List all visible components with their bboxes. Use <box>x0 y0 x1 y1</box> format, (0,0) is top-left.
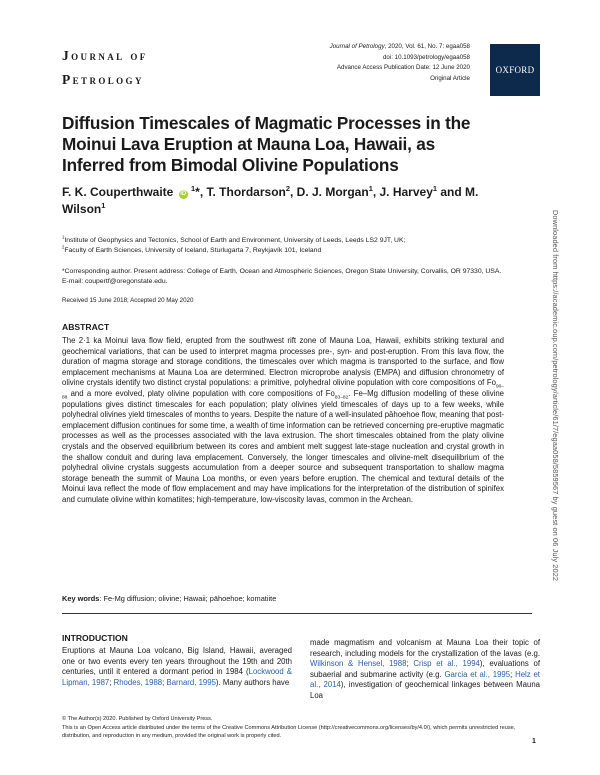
affiliation-sup: 1 <box>62 234 65 240</box>
citation-link[interactable]: Wilkinson & Hensel, 1988 <box>310 659 407 669</box>
intro-text: ), investigation of geochemical linkages between Mauna Loa <box>310 680 540 700</box>
journal-logo-line2: Petrology <box>62 72 144 87</box>
author-list <box>62 184 502 218</box>
article-title: Diffusion Timescales of Magmatic Processes in the Moinui Lava Eruption at Mauna Loa, Hawaii, as Inferred from Bimodal Olivine Populations <box>62 113 471 175</box>
author-affiliation-sup: 1 <box>191 184 196 193</box>
citation-journal-name: Journal of Petrology <box>329 43 385 50</box>
author-name: F. K. Couperthwaite <box>62 185 174 199</box>
citation-advance: Advance Access Publication Date: 12 June 2020 <box>336 64 470 71</box>
citation-block <box>300 42 470 84</box>
citation-type: Original Article <box>430 74 470 82</box>
author-sep: and <box>437 185 466 199</box>
ref-sep: ; <box>510 669 516 679</box>
journal-logo-line1: Journal of <box>62 48 148 63</box>
intro-text: ). Many authors have <box>215 677 290 687</box>
citation-doi[interactable]: doi: 10.1093/petrology/egaa058 <box>382 53 470 61</box>
citation-link[interactable]: Crisp et al., 1994 <box>413 659 480 669</box>
intro-text: ), evaluations of subaerial and submarine activity (e.g. <box>310 659 540 679</box>
fo-subscript: 83–82 <box>334 395 349 401</box>
citation-volume <box>300 42 470 53</box>
affiliation-text: Institute of Geophysics and Tectonics, School of Earth and Environment, University of Leeds, Leeds LS2 9JT, UK; <box>64 237 406 244</box>
intro-text: made magmatism and volcanism at Mauna Loa their topic of research, including models for the crystallization of the lavas (e.g. <box>310 638 540 658</box>
abstract-text: The 2·1 ka Moinui lava flow field, erupted from the southwest rift zone of Mauna Loa, Hawaii, exhibits striking textural and geochemical variations, that can be used to interpret magma processes pre-, syn- and post-eruption. From this lava flow, the duration of magma storage and storage conditions, the timescales over which magma is transported to the surface, and flow emplacement mechanisms at Mauna Loa are determined. Electron microprobe analysis (EMPA) and diffusion chronometry of olivine crystals identify two distinct crystal populations: a primitive, polyhedral olivine population with core compositions of Fo <box>62 336 504 388</box>
intro-column-left <box>62 646 292 688</box>
author-name: M. Wilson <box>62 185 479 216</box>
section-divider <box>62 613 532 614</box>
license-text: This is an Open Access article distributed under the terms of the Creative Commons Attribution License (http://creativecommons.org/licenses/by/4.0/), which permits unrestricted reuse, distribution, and reproduction in any medium, provided the original work is properly cited. <box>62 724 516 740</box>
author-affiliation-sup: 1 <box>432 184 438 193</box>
intro-column-right <box>310 638 540 702</box>
orcid-icon[interactable]: iD <box>180 191 187 197</box>
fo-subscript: 90–88 <box>62 384 504 401</box>
keywords <box>62 594 502 603</box>
citation-link[interactable]: Helz et al., 2014 <box>310 669 540 690</box>
ref-sep: ; <box>406 659 414 669</box>
citation-volume-info: , 2020, Vol. 61, No. 7: egaa058 <box>384 43 470 50</box>
author-name: D. J. Morgan <box>296 185 369 199</box>
abstract-text: and a more evolved, platy olivine population with core compositions of Fo <box>67 388 335 398</box>
citation-link[interactable]: Garcia et al., 1995 <box>444 669 511 679</box>
author-sep: , <box>199 185 207 199</box>
download-watermark: Downloaded from https://academic.oup.com/petrology/article/61/7/egaa058/5859567 by guest on 06 July 2022 <box>551 210 560 582</box>
corresponding-mark: * <box>195 185 200 199</box>
license-footer <box>62 715 542 741</box>
author-name: J. Harvey <box>379 185 433 199</box>
affiliation-sup: 2 <box>62 245 65 251</box>
abstract-body <box>62 336 504 506</box>
introduction-heading: INTRODUCTION <box>62 633 128 643</box>
ref-sep: ; <box>162 677 167 687</box>
author-sep: , <box>290 185 297 199</box>
citation-link[interactable]: Rhodes, 1988 <box>113 677 163 687</box>
intro-text: Eruptions at Mauna Loa volcano, Big Island, Hawaii, averaged one or two events every ten years throughout the 19th and 20th centuries, until it entered a dormant period in 1984 ( <box>62 646 292 677</box>
corresponding-author: *Corresponding author. Present address: College of Earth, Ocean and Atmospheric Sciences, Oregon State University, Corvallis, OR 97330, USA. E-mail: coupertf@oregonstate.edu. <box>62 268 502 286</box>
keywords-text: : Fe-Mg diffusion; olivine; Hawaii; pāhoehoe; komatiite <box>99 594 277 603</box>
oxford-publisher-logo: OXFORD <box>490 44 540 96</box>
author-sep: , <box>372 185 380 199</box>
ref-sep: ; <box>109 677 114 687</box>
page-number: 1 <box>532 738 536 745</box>
received-dates: Received 15 June 2018; Accepted 20 May 2020 <box>62 297 194 304</box>
affiliations <box>62 236 502 257</box>
citation-link[interactable]: Barnard, 1995 <box>166 677 216 687</box>
affiliation-text: Faculty of Earth Sciences, University of Iceland, Sturlugarta 7, Reykjavík 101, Iceland <box>64 247 322 255</box>
copyright-line: © The Author(s) 2020. Published by Oxford University Press. <box>62 716 213 722</box>
author-affiliation-sup: 1 <box>368 184 373 193</box>
citation-link[interactable]: Lockwood & Lipman, 1987 <box>62 667 292 687</box>
author-affiliation-sup: 2 <box>285 184 290 193</box>
affiliation-item <box>62 246 502 256</box>
affiliation-item <box>62 236 502 246</box>
author-name: T. Thordarson <box>206 185 286 199</box>
keywords-label: Key words <box>62 594 100 603</box>
journal-logo <box>62 44 202 92</box>
abstract-text: . Fe–Mg diffusion modelling of these olivine populations gives distinct timescales for each population; platy olivines yield timescales of days up to a few weeks, while polyhedral olivines yield timescales of months to years. Despite the nature of a well-insulated pāhoehoe flow, meaning that post-emplacement diffusion continues for some time, a wealth of time information can be retrieved concerning pre-eruptive magmatic processes as well as the processes associated with the lava extrusion. The short timescales obtained from the platy olivine crystals and the observed equilibrium between its cores and ambient melt suggest late-stage nucleation and crystal growth in the shallow conduit and during lava emplacement. Conversely, the longer timescales and olivine-melt disequilibrium of the polyhedral olivine crystals suggests accumulation from a deeper source and subsequent transportation to shallow magma storage beneath the summit of Mauna Loa months, or even years before eruption. The chemical and textural details of the Moinui lava reflect the mode of flow emplacement and may have implications for the interpretation of the distribution of spinifex and cumulate olivine within komatiites; high-temperature, low-viscosity lavas, common in the Archean. <box>62 388 504 504</box>
abstract-heading: ABSTRACT <box>62 322 110 332</box>
author-affiliation-sup: 1 <box>101 201 106 210</box>
